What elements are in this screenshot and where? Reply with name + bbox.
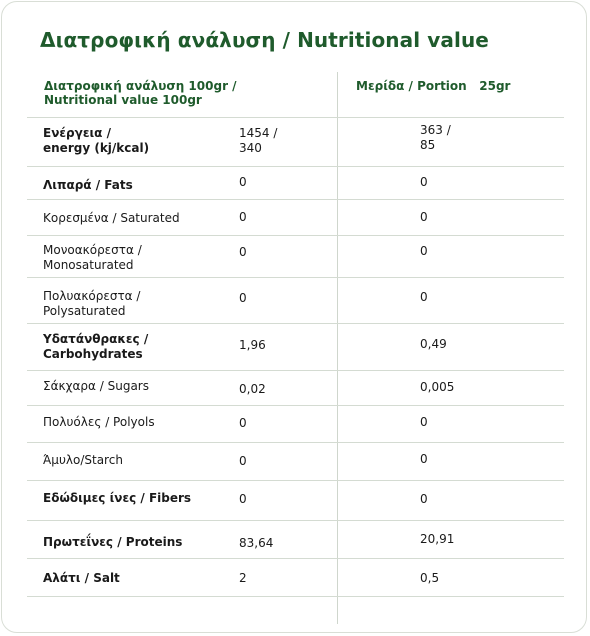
value-per-100g-line1: 0 [239, 245, 247, 259]
value-per-portion [420, 123, 451, 153]
nutrient-label-line1: Κορεσμένα / Saturated [43, 211, 180, 225]
row-divider [27, 405, 564, 406]
header-per-100g-line2: Nutritional value 100gr [44, 93, 202, 107]
value-per-portion-line1: 0,49 [420, 337, 447, 351]
row-divider [27, 277, 564, 278]
nutrition-card [1, 1, 587, 633]
nutrient-label-line1: Μονοακόρεστα / [43, 243, 142, 257]
value-per-portion [420, 290, 428, 305]
value-per-100g-line1: 1454 / [239, 126, 278, 140]
value-per-portion [420, 380, 454, 395]
value-per-portion-line1: 0 [420, 290, 428, 304]
value-per-portion-line1: 0 [420, 452, 428, 466]
value-per-100g-line1: 0,02 [239, 382, 266, 396]
value-per-portion [420, 571, 439, 586]
value-per-100g-line1: 1,96 [239, 338, 266, 352]
value-per-100g [239, 492, 247, 507]
nutrient-label [43, 379, 149, 394]
nutrient-label [43, 211, 180, 226]
nutrient-label-line2: energy (kj/kcal) [43, 141, 150, 155]
row-divider [27, 596, 564, 597]
value-per-portion-line1: 0,005 [420, 380, 455, 394]
value-per-100g [239, 210, 247, 225]
value-per-portion-line1: 0 [420, 492, 428, 506]
value-per-100g-line1: 0 [239, 175, 247, 189]
value-per-100g-line1: 0 [239, 454, 247, 468]
header-per-100g [44, 79, 237, 107]
value-per-100g [239, 571, 247, 586]
value-per-portion-line1: 363 / [420, 123, 451, 137]
value-per-100g-line1: 83,64 [239, 536, 274, 550]
nutrient-label-line1: Πολυακόρεστα / [43, 289, 141, 303]
nutrient-label-line2: Monosaturated [43, 258, 134, 272]
value-per-100g-line1: 0 [239, 492, 247, 506]
value-per-100g [239, 291, 247, 306]
row-divider [27, 480, 564, 481]
nutrient-label [43, 289, 140, 319]
nutrient-label [43, 571, 120, 586]
nutrient-label-line1: Εδώδιμες ίνες / Fibers [43, 491, 192, 505]
nutrient-label [43, 535, 182, 550]
value-per-100g [239, 454, 247, 469]
value-per-100g-line1: 0 [239, 210, 247, 224]
nutrient-label [43, 491, 191, 506]
header-per-100g-line1: Διατροφική ανάλυση 100gr / [44, 79, 237, 93]
nutrient-label-line1: Άμυλο/Starch [43, 453, 123, 467]
value-per-100g [239, 416, 247, 431]
nutrient-label-line1: Πολυόλες / Polyols [43, 415, 155, 429]
nutrient-label-line1: Ενέργεια / [43, 126, 111, 140]
value-per-portion-line2: 85 [420, 138, 436, 152]
value-per-100g [239, 338, 266, 353]
row-divider [27, 166, 564, 167]
value-per-100g-line1: 0 [239, 416, 247, 430]
value-per-100g [239, 175, 247, 190]
header-per-portion: Μερίδα / Portion 25gr [356, 79, 511, 93]
nutrient-label-line2: Polysaturated [43, 304, 126, 318]
value-per-portion [420, 175, 428, 190]
nutrient-label [43, 453, 123, 468]
nutrient-label-line1: Πρωτεΐνες / Proteins [43, 535, 183, 549]
row-divider [27, 520, 564, 521]
value-per-100g [239, 382, 266, 397]
value-per-100g-line1: 0 [239, 291, 247, 305]
row-divider [27, 235, 564, 236]
row-divider [27, 199, 564, 200]
value-per-portion-line1: 0,5 [420, 571, 440, 585]
nutrient-label-line2: Carbohydrates [43, 347, 143, 361]
row-divider [27, 323, 564, 324]
row-divider [27, 558, 564, 559]
value-per-100g [239, 536, 273, 551]
nutrient-label [43, 332, 148, 362]
nutrient-label [43, 415, 155, 430]
row-divider [27, 370, 564, 371]
row-divider [27, 442, 564, 443]
value-per-portion [420, 415, 428, 430]
nutrient-label-line1: Υδατάνθρακες / [43, 332, 149, 346]
value-per-portion [420, 210, 428, 225]
value-per-portion-line1: 0 [420, 244, 428, 258]
value-per-portion [420, 492, 428, 507]
value-per-portion-line1: 20,91 [420, 532, 455, 546]
value-per-portion-line1: 0 [420, 175, 428, 189]
value-per-100g [239, 245, 247, 260]
value-per-100g-line1: 2 [239, 571, 247, 585]
nutrient-label [43, 178, 133, 193]
row-divider [27, 117, 564, 118]
value-per-portion-line1: 0 [420, 415, 428, 429]
value-per-portion [420, 452, 428, 467]
nutrient-label-line1: Αλάτι / Salt [43, 571, 120, 585]
value-per-portion-line1: 0 [420, 210, 428, 224]
column-divider [337, 72, 338, 624]
nutrient-label [43, 243, 142, 273]
value-per-portion [420, 337, 447, 352]
nutrient-label-line1: Σάκχαρα / Sugars [43, 379, 149, 393]
value-per-100g-line2: 340 [239, 141, 262, 155]
nutrient-label-line1: Λιπαρά / Fats [43, 178, 133, 192]
value-per-portion [420, 244, 428, 259]
value-per-100g [239, 126, 277, 156]
value-per-portion [420, 532, 454, 547]
page-title: Διατροφική ανάλυση / Nutritional value [40, 28, 489, 52]
nutrient-label [43, 126, 149, 156]
